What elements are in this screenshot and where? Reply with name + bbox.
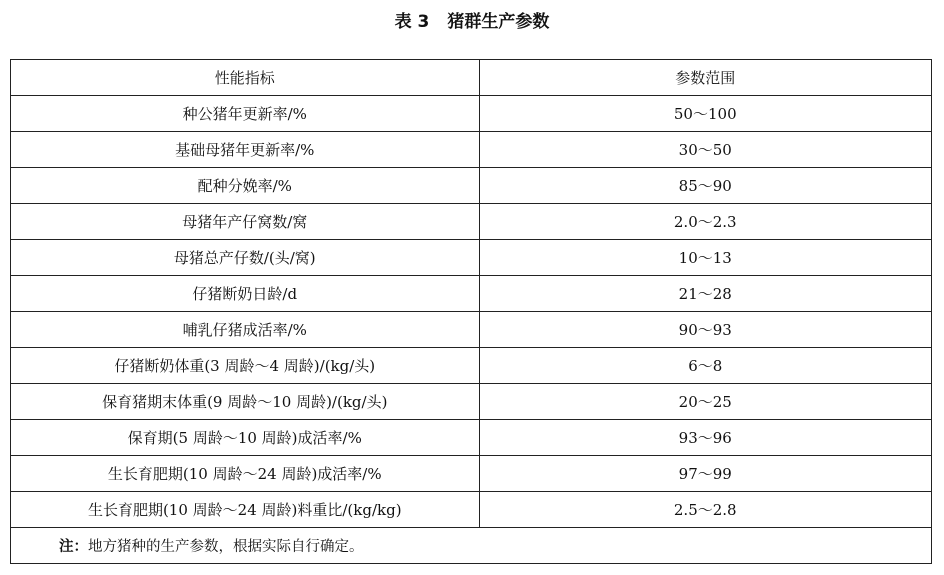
indicator-cell: 哺乳仔猪成活率/%: [11, 312, 480, 348]
table-row: [11, 204, 932, 240]
range-cell: 10～13: [479, 240, 932, 276]
production-parameters-table: [10, 59, 932, 564]
table-row: [11, 492, 932, 528]
indicator-cell: 配种分娩率/%: [11, 168, 480, 204]
range-cell: 93～96: [479, 420, 932, 456]
table-row: [11, 276, 932, 312]
range-cell: 50～100: [479, 96, 932, 132]
indicator-cell: 保育猪期末体重(9 周龄～10 周龄)/(kg/头): [11, 384, 480, 420]
table-row: [11, 312, 932, 348]
range-cell: 97～99: [479, 456, 932, 492]
range-cell: 6～8: [479, 348, 932, 384]
range-cell: 85～90: [479, 168, 932, 204]
table-row: [11, 456, 932, 492]
note-text: 地方猪种的生产参数，根据实际自行确定。: [88, 539, 364, 555]
indicator-cell: 仔猪断奶体重(3 周龄～4 周龄)/(kg/头): [11, 348, 480, 384]
table-header-row: [11, 60, 932, 96]
indicator-cell: 母猪总产仔数/(头/窝): [11, 240, 480, 276]
range-cell: 2.5～2.8: [479, 492, 932, 528]
table-row: [11, 168, 932, 204]
note-label: 注：: [59, 539, 88, 555]
indicator-cell: 基础母猪年更新率/%: [11, 132, 480, 168]
range-cell: 2.0～2.3: [479, 204, 932, 240]
range-cell: 20～25: [479, 384, 932, 420]
indicator-cell: 母猪年产仔窝数/窝: [11, 204, 480, 240]
range-cell: 90～93: [479, 312, 932, 348]
indicator-cell: 生长育肥期(10 周龄～24 周龄)料重比/(kg/kg): [11, 492, 480, 528]
indicator-cell: 生长育肥期(10 周龄～24 周龄)成活率/%: [11, 456, 480, 492]
table-row: [11, 384, 932, 420]
table-row: [11, 348, 932, 384]
range-cell: 30～50: [479, 132, 932, 168]
column-header-range: 参数范围: [479, 60, 932, 96]
indicator-cell: 仔猪断奶日龄/d: [11, 276, 480, 312]
range-cell: 21～28: [479, 276, 932, 312]
column-header-indicator: 性能指标: [11, 60, 480, 96]
table-row: [11, 132, 932, 168]
table-row: [11, 96, 932, 132]
indicator-cell: 保育期(5 周龄～10 周龄)成活率/%: [11, 420, 480, 456]
indicator-cell: 种公猪年更新率/%: [11, 96, 480, 132]
table-note: [11, 528, 932, 564]
table-row: [11, 240, 932, 276]
table-row: [11, 420, 932, 456]
table-title: 猪群生产参数: [447, 12, 550, 32]
table-caption: [0, 10, 944, 34]
table-note-row: [11, 528, 932, 564]
table-number: 表 3: [394, 12, 430, 32]
